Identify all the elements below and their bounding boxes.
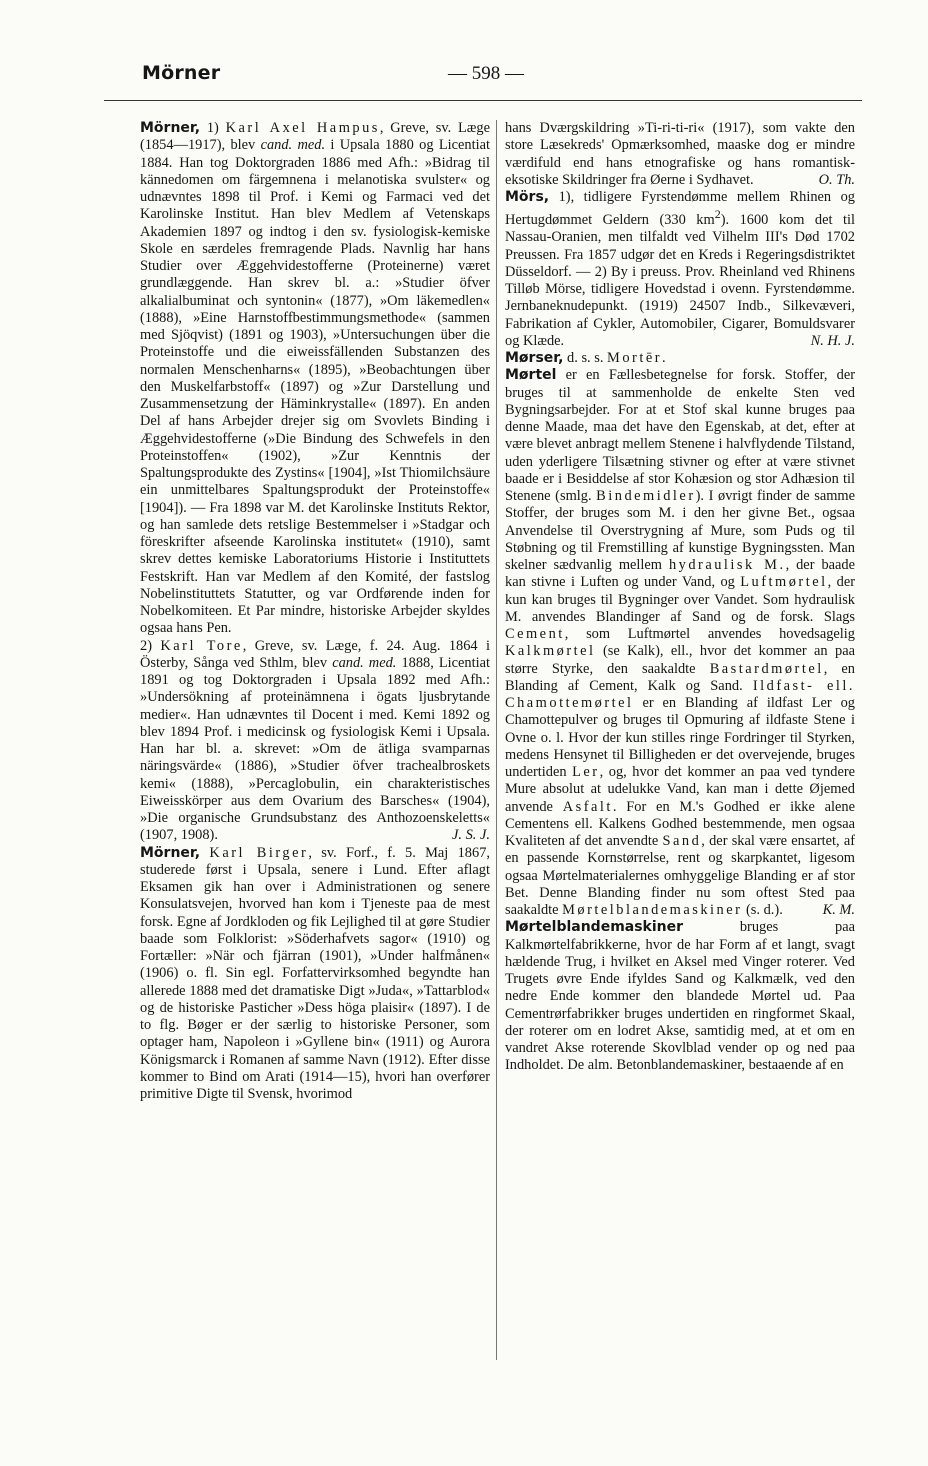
entry-text: , Greve, sv. Læge, f. 24. Aug. 1864 i Österby, Sånga ved Sthlm, blev (140, 637, 490, 671)
entry-text: 1) (200, 120, 226, 136)
entry-headword: Mörner, (140, 844, 201, 861)
entry-mortelblandemaskiner (505, 919, 855, 1074)
entry-morner-karl-birger (140, 845, 490, 1104)
author-signature: J. S. J. (452, 827, 490, 844)
entry-text: hans Dværgskildring »Ti-ri-ti-ri« (1917), som vakte den store Læsekreds' Opmærksomhed, maaske dog er mindre værdifuld end hans etnografiske og hans romantisk-eksotiske Skildringer fra Øerne i Sydhavet. (505, 120, 855, 188)
author-signature: K. M. (822, 902, 855, 919)
entry-text: (se Kalk), ell., hvor det kommer an paa større Styrke, den saakaldte (505, 643, 855, 677)
entry-text: , der kun kan bruges til Bygninger over Vandet. Som hydraulisk M. anvendes Blandinger af Sand og de forsk. Slags (505, 574, 855, 625)
page-header (104, 62, 862, 96)
entry-headword: Mørtelblandemaskiner (505, 919, 684, 936)
entry-text: er en Fællesbetegnelse for forsk. Stoffer, der bruges til at sammenholde de enkelte Sten ved Bygningsarbejder. For at et Stof skal kunne bruges paa denne Maade, maa det have den Egenskab, at det, efter at være blevet anbragt mellem Stenene i halvflydende Tilstand, uden yderligere Tilsætning stivner og efter at være stivnet baade er i Besiddelse af stor Kohæsion og stor Adhæsion til Stenene (smlg. (505, 367, 855, 505)
entry-text: , sv. Forf., f. 5. Maj 1867, studerede først i Upsala, senere i Lund. Efter aflagt Eksamen gik han over i Administrationen og senere Konsulatsvejen, hvorved han kom i Tjeneste paa de mest forsk. Egne af Jordkloden og fik Lejlighed til at gøre Studier baade som Folklorist: »Söderhafvets sagor« (1910) og Fortæller: »När och fjärran (1901), »Under halfmånen« (1906) o. fl. Sin egl. Forfattervirksomhed begyndte han allerede 1888 med det dramatiske Digt »Juda«, »Tattarblod« og de historiske Pasticher »Dess höga plaisir« (1897). I de to flg. Bøger er der særlig to historiske Personer, som optager ham, Napoleon i »Gyllene bin« (1911) og Aurora Königsmarck i Romanen af samme Navn (1912). Efter disse kommer to Bind om Arati (1914—15), hvori han overfører primitive Digte til Svensk, hvorimod (140, 844, 490, 1102)
header-rule (104, 100, 862, 101)
spaced-term: Cement (505, 626, 565, 643)
running-head-word: Mörner (142, 62, 221, 84)
spaced-term: Kalkmørtel (505, 643, 596, 660)
entry-continuation (505, 120, 855, 189)
entry-headword: Mörs, (505, 189, 550, 205)
entry-mors (505, 189, 855, 350)
entry-mortel (505, 367, 855, 919)
entry-text: er en Blanding af ildfast Ler og Chamottepulver og bruges til Opmuring af ildfaste Stene i Ovne o. l. Hvor der kun stilles ringe Fordringer til Styrken, medens Hensynet til Billigheden er det overvejende, bruges undertiden (505, 695, 855, 781)
entry-text: . For en M.'s Godhed er ikke alene Cementens ell. Kalkens Godhed bestemmende, men ogsaa Kvaliteten af det anvendte (505, 798, 855, 850)
spaced-term: Bastardmørtel (709, 660, 824, 677)
entry-text: d. s. s. (563, 350, 608, 367)
entry-text: , som Luftmørtel anvendes hovedsagelig (564, 626, 855, 643)
page-number: — 598 — (448, 63, 524, 84)
entry-text: . (662, 350, 666, 367)
entry-text: ). I øvrigt finder de samme Stoffer, der bruges som M. i den her givne Bet., ogsaa Anvendelse til Overstrygning af Mure, som Puds og til Støbning og til Fremstilling af kunstige Bygningssten. Man skelner sædvanlig mellem (505, 488, 855, 574)
spaced-term: Asfalt (562, 798, 613, 815)
entry-text: , Greve, sv. Læge (1854—1917), blev (140, 120, 490, 154)
spaced-term: Sand (662, 833, 702, 850)
spaced-term: Ildfast- ell. Chamottemørtel (505, 677, 855, 712)
entry-morser (505, 350, 855, 367)
cross-reference: Mortēr (607, 350, 663, 367)
entry-text: i Upsala 1880 og Licentiat 1884. Han tog Doktorgraden 1886 med Afh.: »Bidrag til kännedomen om färgemnena i melanotiska svulster« og udnævntes 1898 til Prof. i Kemi og Farmaci ved det Karolinske Institut. Han blev Medlem af Vetenskaps Akademien 1897 og indtog i den sv. fysiologisk-kemiske Skole en særdeles fremragende Plads. Navnlig har hans Studier over Æggehvidestofferne (Proteinerne) været grundlæggende. Han skrev bl. a.: »Studier öfver alkalialbuminat och syntonin« (1877), »Om läkemedlen« (1888), »Eine Harnstoffbestimmungsmethode« (sammen med Sjöqvist) (1891 og 1903), »Untersuchungen über die Proteinstoffe und die eiweissfällenden Substanzen des normalen Menschenharns« (1895), »Beobachtungen über den Muskelfarbstoff« (1897) og »Zur Darstellung und Zusammensetzung der Häminkrystalle« (1897). En anden Del af hans Arbejder drejer sig om Svovlets Binding i Æggehvidestofferne (»Die Bindung des Schwefels in den Proteinstoffen« (1902), »Zur Kenntnis der Spaltungsprodukte des Zystins« [1904], »Ist Thiomilchsäure ein unmittelbares Spaltungsprodukt der Proteinstoffe« [1904]). — Fra 1898 var M. det Karolinske Instituts Rektor, og han samlede dets retslige Bestemmelser i »Stadgar och föreskrifter afseende Karolinska institutet« (1910), samt skrev dettes kemiske Laboratoriums Historie i Instituttets Festskrift. Han var Medlem af den Komité, der fastslog Nobelinstituttets Statutter, og var Ordførende inden for Nobelkomiteen. Et Par mindre, historiske Arbejder skyldes ogsaa hans Pen. (140, 137, 490, 637)
author-signature: N. H. J. (810, 332, 855, 349)
entry-text: 1), tidligere Fyrstendømme mellem Rhinen og Hertugdømmet Geldern (330 km (505, 189, 855, 229)
degree: cand. med. (332, 654, 397, 671)
entry-text: 2) (140, 637, 161, 654)
spaced-term: Ler (572, 764, 600, 781)
left-column (140, 120, 490, 1370)
entry-text: 1888, Licentiat 1891 og tog Doktorgraden i Upsala 1892 med Afh.: »Undersökning af proteinämnena i ögats ljusbrytande medier«. Han udnævntes til Docent i med. Kemi 1892 og blev 1894 Prof. i medicinsk og fysiologisk Kemi i Upsala. Han har bl. a. skrevet: »Om de ätliga svamparnas näringsvärde« (1886), »Studier öfver trachealbroskets kemi« (1888), »Percaglobulin, ein charakteristisches Eiweisskörper aus dem Ovarium des Barsches« (1904), »Die organische Grundsubstanz des Anthozoenskeletts« (1907, 1908). (140, 654, 490, 844)
spaced-term: Mørtelblandemaskiner (562, 902, 743, 919)
column-divider (496, 120, 497, 1360)
spaced-term: Bindemidler (596, 488, 696, 505)
entry-text: , der skal være ensartet, af en passende Kornstørrelse, rent og skarpkantet, ligesom ogsaa Mørtelmaterialernes omhyggelige Blanding er af stor Bet. Denne Blanding finder nu som oftest Sted paa saakaldte (505, 833, 855, 919)
entry-headword: Mørser, (505, 350, 564, 367)
spaced-term: Luftmørtel (740, 574, 828, 591)
entry-text: , der baade kan stivne i Luften og under Vand, og (505, 557, 855, 591)
entry-headword: Mørtel (505, 367, 557, 384)
degree: cand. med. (260, 137, 326, 154)
entry-morner-karl-axel-hampus (140, 120, 490, 638)
right-column (505, 120, 855, 1370)
entry-text: , en Blanding af Cement, Kalk og Sand. (505, 660, 855, 694)
entry-text: ). 1600 kom det til Nassau-Oranien, men tilfaldt ved Vilhelm III's Død 1702 Preussen. Fra 1857 udgør det en Kreds i Regeringsdistriktet Düsseldorf. — 2) By i preuss. Prov. Rheinland ved Rhinens Tilløb Mörse, tidligere Hovedstad i ovenn. Fyrstendømme. Jernbaneknudepunkt. (1919) 24507 Indb., Silkevæveri, Fabrikation af Cykler, Automobiler, Cigarer, Bomuldsvarer og Klæde. (505, 212, 855, 349)
superscript: 2 (714, 207, 721, 222)
person-name: Karl Axel Hampus (225, 120, 380, 136)
entry-text: bruges paa Kalkmørtelfabrikkerne, hvor de har Form af et langt, svagt hældende Trug, i hvilket en Aksel med Vinger roterer. Ved Trugets øvre Ende ifyldes Sand og Kalkmælk, ved den nedre Ende kommer den blandede Mørtel ud. Paa Cementrørfabrikker bruges undertiden en ringformet Skaal, der roterer om en lodret Akse, samtidig med, at et om en vandret Akse roterende Skovlblad vender op og ned paa Indholdet. De alm. Betonblandemaskiner, bestaaende af en (505, 919, 855, 1074)
entry-morner-karl-tore (140, 638, 490, 845)
person-name: Karl Birger (209, 844, 309, 861)
author-signature: O. Th. (818, 171, 855, 188)
entry-text: (s. d.). (742, 902, 783, 919)
person-name: Karl Tore (160, 637, 243, 654)
entry-text: , og, hvor det kommer an paa ved tyndere Mure absolut at udelukke Vand, kan man i dette Øjemed anvende (505, 764, 855, 815)
entry-headword: Mörner, (140, 120, 201, 136)
spaced-term: hydraulisk M. (668, 557, 786, 574)
